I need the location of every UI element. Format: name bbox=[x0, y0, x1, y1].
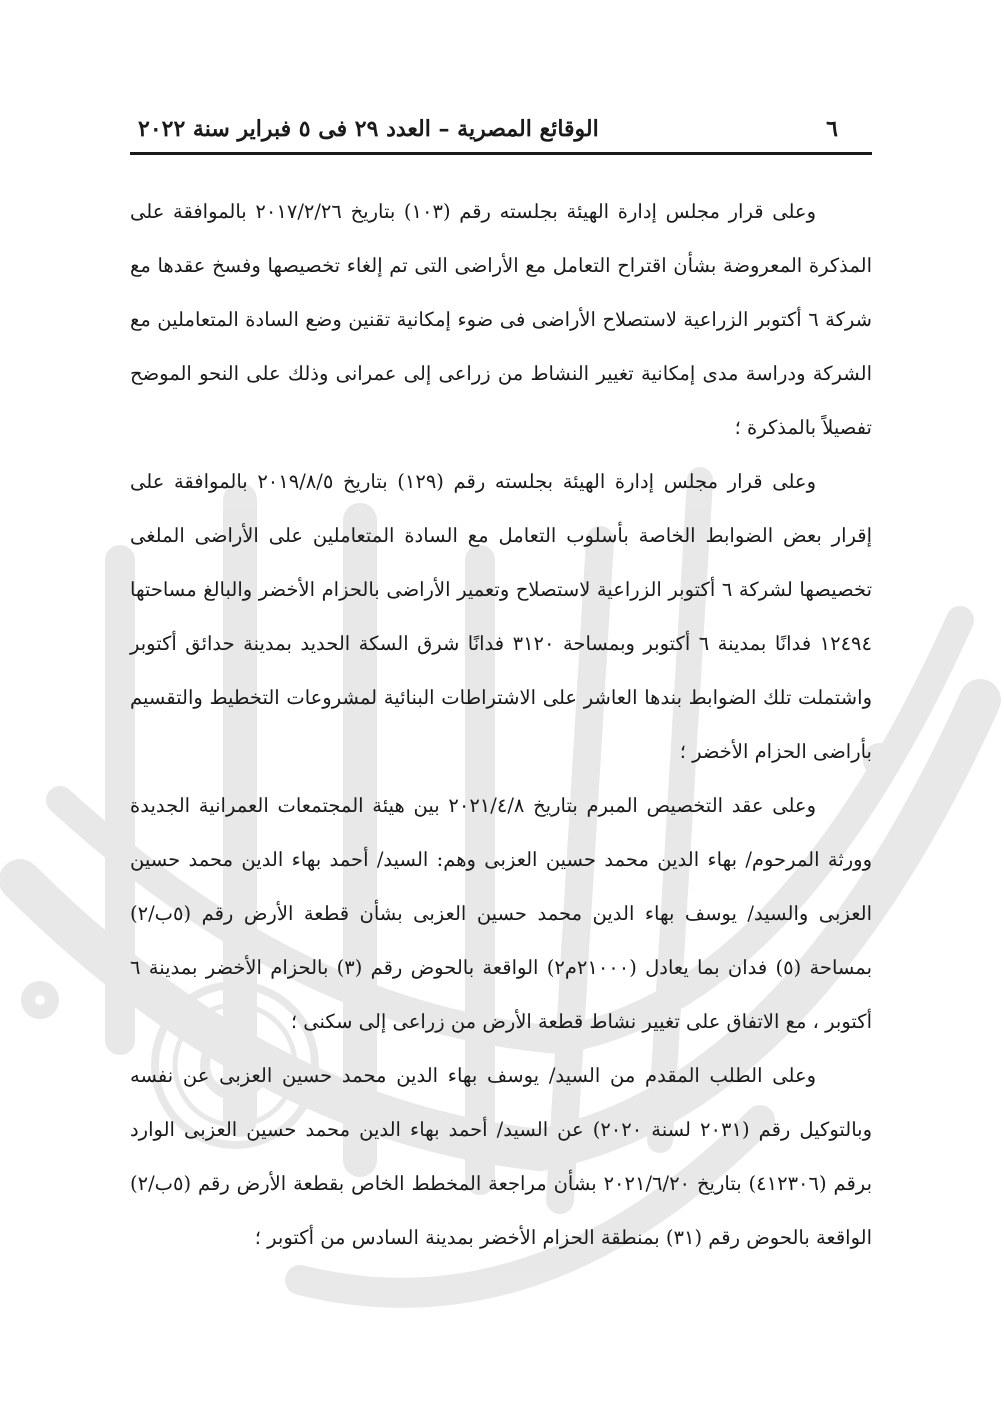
running-title: الوقائع المصرية – العدد ٢٩ فى ٥ فبراير سنة ٢٠٢٢ bbox=[138, 116, 599, 142]
gazette-page bbox=[130, 108, 872, 1265]
document-body bbox=[130, 185, 872, 1265]
paragraph-decision-103: وعلى قرار مجلس إدارة الهيئة بجلسته رقم (١٠٣) بتاريخ ٢٠١٧/٢/٢٦ بالموافقة على المذكرة المعروضة بشأن اقتراح التعامل مع الأراضى التى تم إلغاء تخصيصها وفسخ عقدها مع شركة ٦ أكتوبر الزراعية لاستصلاح الأراضى فى ضوء إمكانية تقنين وضع السادة المتعاملين مع الشركة ودراسة مدى إمكانية تغيير النشاط من زراعى إلى عمرانى وذلك على النحو الموضح تفصيلاً بالمذكرة ؛ bbox=[130, 200, 872, 439]
page-number: ٦ bbox=[826, 116, 838, 142]
paragraph-decision-129: وعلى قرار مجلس إدارة الهيئة بجلسته رقم (١٢٩) بتاريخ ٢٠١٩/٨/٥ بالموافقة على إقرار بعض الضوابط الخاصة بأسلوب التعامل مع السادة المتعاملين على الأراضى الملغى تخصيصها لشركة ٦ أكتوبر الزراعية لاستصلاح وتعمير الأراضى بالحزام الأخضر والبالغ مساحتها ١٢٤٩٤ فدانًا بمدينة ٦ أكتوبر وبمساحة ٣١٢٠ فدانًا شرق السكة الحديد بمدينة حدائق أكتوبر واشتملت تلك الضوابط بندها العاشر على الاشتراطات البنائية لمشروعات التخطيط والتقسيم بأراضى الحزام الأخضر ؛ bbox=[130, 470, 872, 763]
paragraph-allocation-contract: وعلى عقد التخصيص المبرم بتاريخ ٢٠٢١/٤/٨ بين هيئة المجتمعات العمرانية الجديدة وورثة المرحوم/ بهاء الدين محمد حسين العزبى وهم: السيد/ أحمد بهاء الدين محمد حسين العزبى والسيد/ يوسف بهاء الدين محمد حسين العزبى بشأن قطعة الأرض رقم (٥ب/٢) بمساحة (٥) فدان بما يعادل (٢١٠٠٠م٢) الواقعة بالحوض رقم (٣) بالحزام الأخضر بمدينة ٦ أكتوبر ، مع الاتفاق على تغيير نشاط قطعة الأرض من زراعى إلى سكنى ؛ bbox=[130, 794, 873, 1033]
paragraph-request: وعلى الطلب المقدم من السيد/ يوسف بهاء الدين محمد حسين العزبى عن نفسه وبالتوكيل رقم (٢٠٣١ لسنة ٢٠٢٠) عن السيد/ أحمد بهاء الدين محمد حسين العزبى الوارد برقم (٤١٢٣٠٦) بتاريخ ٢٠٢١/٦/٢٠ بشأن مراجعة المخطط الخاص بقطعة الأرض رقم (٥ب/٢) الواقعة بالحوض رقم (٣١) بمنطقة الحزام الأخضر بمدينة السادس من أكتوبر ؛ bbox=[130, 1064, 872, 1249]
page-header bbox=[130, 108, 872, 155]
